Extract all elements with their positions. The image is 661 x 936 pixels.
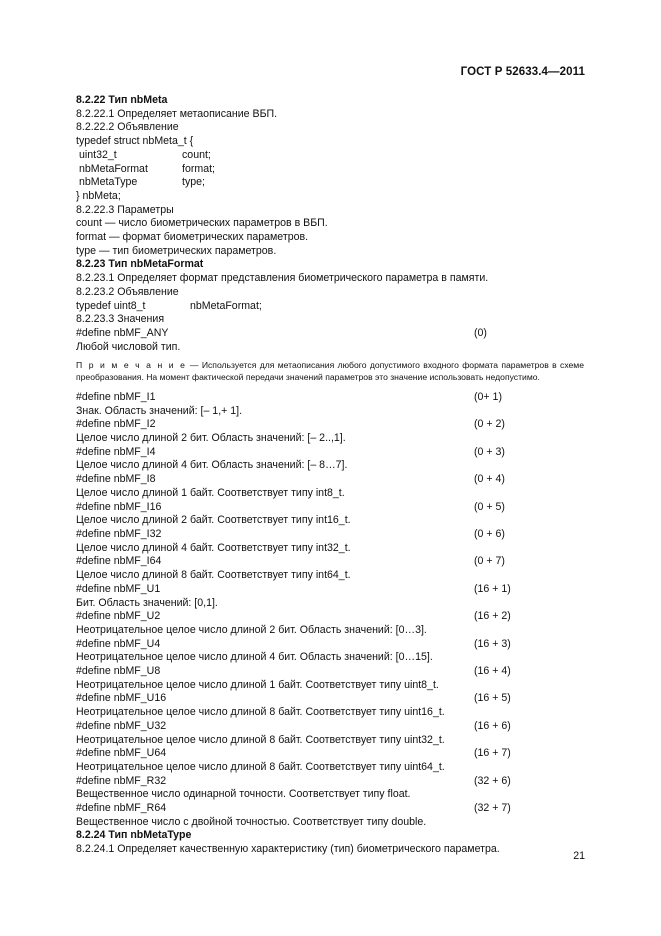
define-name: #define nbMF_U1 — [76, 582, 161, 595]
page-number: 21 — [573, 850, 585, 862]
define-value: (16 + 6) — [474, 719, 511, 732]
define-line — [76, 418, 584, 432]
field-type: nbMetaFormat — [79, 162, 148, 175]
define-name: #define nbMF_U8 — [76, 665, 161, 678]
define-value: (0 + 3) — [474, 445, 505, 458]
defines-list — [76, 391, 584, 830]
define-value: (0 + 7) — [474, 555, 505, 568]
define-line — [76, 327, 584, 341]
define-line — [76, 446, 584, 460]
define-line — [76, 665, 584, 679]
field-name: count; — [182, 148, 211, 161]
note-label: П р и м е ч а н и е — [76, 360, 187, 371]
define-description: Целое число длиной 1 байт. Соответствует типу int8_t. — [76, 486, 345, 499]
paragraph: 8.2.22.2 Объявление — [76, 121, 179, 134]
define-value: (32 + 6) — [474, 774, 511, 787]
note-text: — Используется для метаописания любого допустимого входного формата параметров в схеме преобразования. На момент фактической передачи значений параметров это значение использовать недопустимо. — [76, 360, 584, 383]
define-description: Целое число длиной 2 байт. Соответствует типу int16_t. — [76, 514, 351, 527]
define-line — [76, 802, 584, 816]
code-line: typedef struct nbMeta_t { — [76, 135, 194, 148]
define-name: #define nbMF_U64 — [76, 747, 167, 760]
define-description: Неотрицательное целое число длиной 8 байт. Соответствует типу uint64_t. — [76, 760, 445, 773]
define-line — [76, 610, 584, 624]
define-description: Вещественное число с двойной точностью. Соответствует типу double. — [76, 815, 427, 828]
typedef-line — [76, 300, 584, 314]
define-line — [76, 555, 584, 569]
page-content — [76, 94, 584, 857]
field-name: format; — [182, 162, 215, 175]
define-value: (16 + 5) — [474, 692, 511, 705]
define-name: #define nbMF_U16 — [76, 692, 167, 705]
field-name: type; — [182, 176, 205, 189]
define-description: Знак. Область значений: [– 1,+ 1]. — [76, 404, 243, 417]
section-title: 8.2.22 Тип nbMeta — [76, 94, 168, 106]
define-line — [76, 720, 584, 734]
section-title: 8.2.23 Тип nbMetaFormat — [76, 258, 204, 271]
typedef-left: typedef uint8_t — [76, 299, 146, 312]
define-value: (16 + 1) — [474, 582, 511, 595]
define-line — [76, 692, 584, 706]
define-name: #define nbMF_U32 — [76, 719, 167, 732]
define-value: (16 + 2) — [474, 610, 511, 623]
define-name: #define nbMF_I16 — [76, 500, 162, 513]
code-line: } nbMeta; — [76, 189, 121, 202]
define-description: Целое число длиной 4 бит. Область значений: [– 8…7]. — [76, 459, 348, 472]
paragraph: 8.2.22.3 Параметры — [76, 203, 174, 216]
define-description: Бит. Область значений: [0,1]. — [76, 596, 218, 609]
define-description: Неотрицательное целое число длиной 2 бит. Область значений: [0…3]. — [76, 623, 427, 636]
define-name: #define nbMF_I4 — [76, 445, 156, 458]
typedef-right: nbMetaFormat; — [190, 299, 262, 312]
define-value: (0+ 1) — [474, 390, 502, 403]
struct-field — [76, 163, 584, 177]
param-item: type — тип биометрических параметров. — [76, 244, 277, 257]
define-value: (0 + 2) — [474, 418, 505, 431]
paragraph: 8.2.22.1 Определяет метаописание ВБП. — [76, 107, 278, 120]
struct-field — [76, 176, 584, 190]
define-name: #define nbMF_I32 — [76, 527, 162, 540]
param-item: count — число биометрических параметров в ВБП. — [76, 217, 328, 230]
define-line — [76, 747, 584, 761]
define-line — [76, 473, 584, 487]
define-name: #define nbMF_U4 — [76, 637, 161, 650]
define-line — [76, 775, 584, 789]
define-description: Неотрицательное целое число длиной 8 байт. Соответствует типу uint16_t. — [76, 706, 445, 719]
paragraph: 8.2.23.2 Объявление — [76, 285, 179, 298]
field-type: uint32_t — [79, 148, 117, 161]
struct-field — [76, 149, 584, 163]
define-description: Целое число длиной 2 бит. Область значений: [– 2..,1]. — [76, 432, 346, 445]
define-description: Целое число длиной 8 байт. Соответствует типу int64_t. — [76, 569, 351, 582]
param-item: format — формат биометрических параметров. — [76, 231, 309, 244]
define-name: #define nbMF_I1 — [76, 390, 156, 403]
paragraph: 8.2.23.1 Определяет формат представления биометрического параметра в памяти. — [76, 272, 489, 285]
define-description: Любой числовой тип. — [76, 340, 181, 353]
define-value: (0 + 4) — [474, 473, 505, 486]
define-name: #define nbMF_U2 — [76, 610, 161, 623]
define-value: (0 + 6) — [474, 527, 505, 540]
define-name: #define nbMF_I2 — [76, 418, 156, 431]
define-line — [76, 638, 584, 652]
define-line — [76, 528, 584, 542]
define-value: (16 + 4) — [474, 665, 511, 678]
field-type: nbMetaType — [79, 176, 138, 189]
define-line — [76, 501, 584, 515]
define-name: #define nbMF_I8 — [76, 473, 156, 486]
define-name: #define nbMF_R32 — [76, 774, 167, 787]
define-description: Неотрицательное целое число длиной 4 бит. Область значений: [0…15]. — [76, 651, 433, 664]
document-header: ГОСТ Р 52633.4—2011 — [460, 66, 585, 78]
define-value: (0 + 5) — [474, 500, 505, 513]
define-description: Вещественное число одинарной точности. Соответствует типу float. — [76, 788, 411, 801]
define-description: Неотрицательное целое число длиной 8 байт. Соответствует типу uint32_t. — [76, 733, 445, 746]
define-line — [76, 583, 584, 597]
define-value: (16 + 7) — [474, 747, 511, 760]
define-name: #define nbMF_ANY — [76, 326, 169, 339]
define-name: #define nbMF_I64 — [76, 555, 162, 568]
paragraph: 8.2.24.1 Определяет качественную характеристику (тип) биометрического параметра. — [76, 843, 500, 856]
define-value: (0) — [474, 326, 487, 339]
paragraph: 8.2.23.3 Значения — [76, 313, 165, 326]
define-line — [76, 391, 584, 405]
note — [76, 360, 584, 384]
section-title: 8.2.24 Тип nbMetaType — [76, 829, 192, 842]
define-value: (16 + 3) — [474, 637, 511, 650]
define-name: #define nbMF_R64 — [76, 802, 167, 815]
define-description: Целое число длиной 4 байт. Соответствует типу int32_t. — [76, 541, 351, 554]
define-value: (32 + 7) — [474, 802, 511, 815]
define-description: Неотрицательное целое число длиной 1 байт. Соответствует типу uint8_t. — [76, 678, 439, 691]
